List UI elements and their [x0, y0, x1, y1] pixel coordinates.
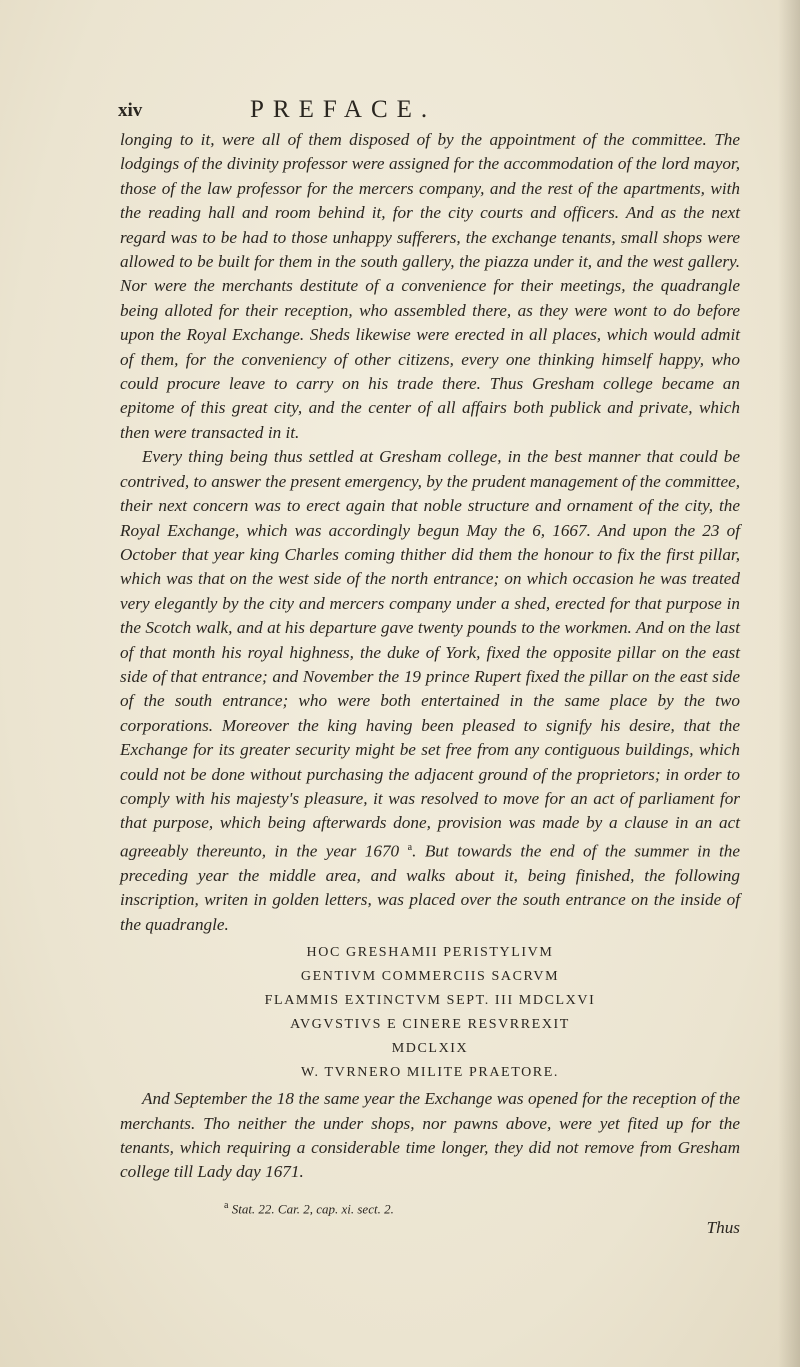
- inscription-line: AVGVSTIVS E CINERE RESVRREXIT: [290, 1017, 570, 1033]
- footnote-marker-note: a: [224, 1199, 229, 1211]
- footnote: [120, 1197, 740, 1218]
- inscription-line: GENTIVM COMMERCIIS SACRVM: [300, 969, 560, 985]
- inscription-line: FLAMMIS EXTINCTVM SEPT. III MDCLXVI: [264, 993, 596, 1009]
- inscription-line: HOC GRESHAMII PERISTYLIVM: [306, 945, 554, 961]
- inscription: [120, 941, 740, 1085]
- body-text: [120, 128, 740, 1241]
- inscription-line: W. TVRNERO MILITE PRAETORE.: [301, 1065, 559, 1081]
- running-head: PREFACE.: [250, 96, 437, 123]
- paragraph-2-tail: But towards the end of the summer in the preceding year the middle area, and walks about it, being finished, the following inscription, writen in golden letters, was placed over the south entrance on the inside of the quadrangle.: [120, 841, 741, 934]
- page-number: xiv: [118, 100, 143, 121]
- paragraph-2: Every thing being thus settled at Gresham college, in the best manner that could be contrived, to answer the present emergency, by the prudent management of the committee, their next concern was to erect again that noble structure and ornament of the city, the Royal Exchange, which was accordingly begun May the 6, 1667. And upon the 23 of October that year king Charles coming thither did them the honour to fix the first pillar, which was that on the west side of the north entrance; on which occasion he was treated very elegantly by the city and mercers company under a shed, erected for that purpose in the Scotch walk, and at his departure gave twenty pounds to the workmen. And on the last of that month his royal highness, the duke of York, fixed the opposite pillar on the east side of that entrance; and November the 19 prince Rupert fixed the pillar on the east side of the south entrance; who were both entertained in the same place by the two corporations. Moreover the king having been pleased to signify his desire, that the Exchange for its greater security might be set free from any contiguous buildings, which could not be done without purchasing the adjacent ground of the proprietors; in order to comply with his majesty's pleasure, it was resolved to move for an act of parliament for that purpose, which being afterwards done, provision was made by a clause in an act agreeably thereunto, in the year 1670 $^a$. But towards the end of the summer in the preceding year the middle area, and walks about it, being finished, the following inscription, writen in golden letters, was placed over the south entrance on the inside of the quadrangle.: [120, 447, 741, 934]
- catchword: Thus: [706, 1218, 740, 1238]
- paragraph-1: longing to it, were all of them disposed of by the appointment of the committee. The lodgings of the divinity professor were assigned for the accommodation of the lord mayor, those of the law professor for the mercers company, and the rest of the apartments, with the reading hall and room behind it, for the city courts and officers. And as the next regard was to be had to those unhappy sufferers, the exchange tenants, small shops were allowed to be built for them in the south gallery, the piazza under it, and the west gallery. Nor were the merchants destitute of a convenience for their meetings, the quadrangle being alloted for their reception, who assembled there, as they were wont to do before upon the Royal Exchange. Sheds likewise were erected in all places, which would admit of them, for the conveniency of other citizens, every one thinking himself happy, who could procure leave to carry on his trade there. Thus Gresham college became an epitome of this great city, and the center of all affairs both publick and private, which then were transacted in it.: [120, 130, 740, 442]
- closing-paragraph: And September the 18 the same year the Exchange was opened for the reception of the merchants. Tho neither the under shops, nor pawns above, were yet fited up for the tenants, which requiring a considerable time longer, they did not remove from Gresham college till Lady day 1671.: [120, 1089, 740, 1182]
- footnote-marker: a: [407, 841, 413, 853]
- page-edge-shadow: [778, 0, 800, 1367]
- inscription-line: MDCLXIX: [391, 1041, 469, 1057]
- paragraph-2-text: Every thing being thus settled at Gresham college, in the best manner that could be contrived, to answer the present emergency, by the prudent management of the committee, their next concern was to erect again that noble structure and ornament of the city, the Royal Exchange, which was accordingly begun May the 6, 1667. And upon the 23 of October that year king Charles coming thither did them the honour to fix the first pillar, which was that on the west side of the north entrance; on which occasion he was treated very elegantly by the city and mercers company under a shed, erected for that purpose in the Scotch walk, and at his departure gave twenty pounds to the workmen. And on the last of that month his royal highness, the duke of York, fixed the opposite pillar on the east side of that entrance; and November the 19 prince Rupert fixed the pillar on the east side of the south entrance; who were both entertained in the same place by the two corporations. Moreover the king having been pleased to signify his desire, that the Exchange for its greater security might be set free from any contiguous buildings, which could not be done without purchasing the adjacent ground of the proprietors; in order to comply with his majesty's pleasure, it was resolved to move for an act of parliament for that purpose, which being afterwards done, provision was made by a clause in an act agreeably thereunto, in the year 1670: [120, 447, 740, 861]
- footnote-text: Stat. 22. Car. 2, cap. xi. sect. 2.: [231, 1201, 394, 1217]
